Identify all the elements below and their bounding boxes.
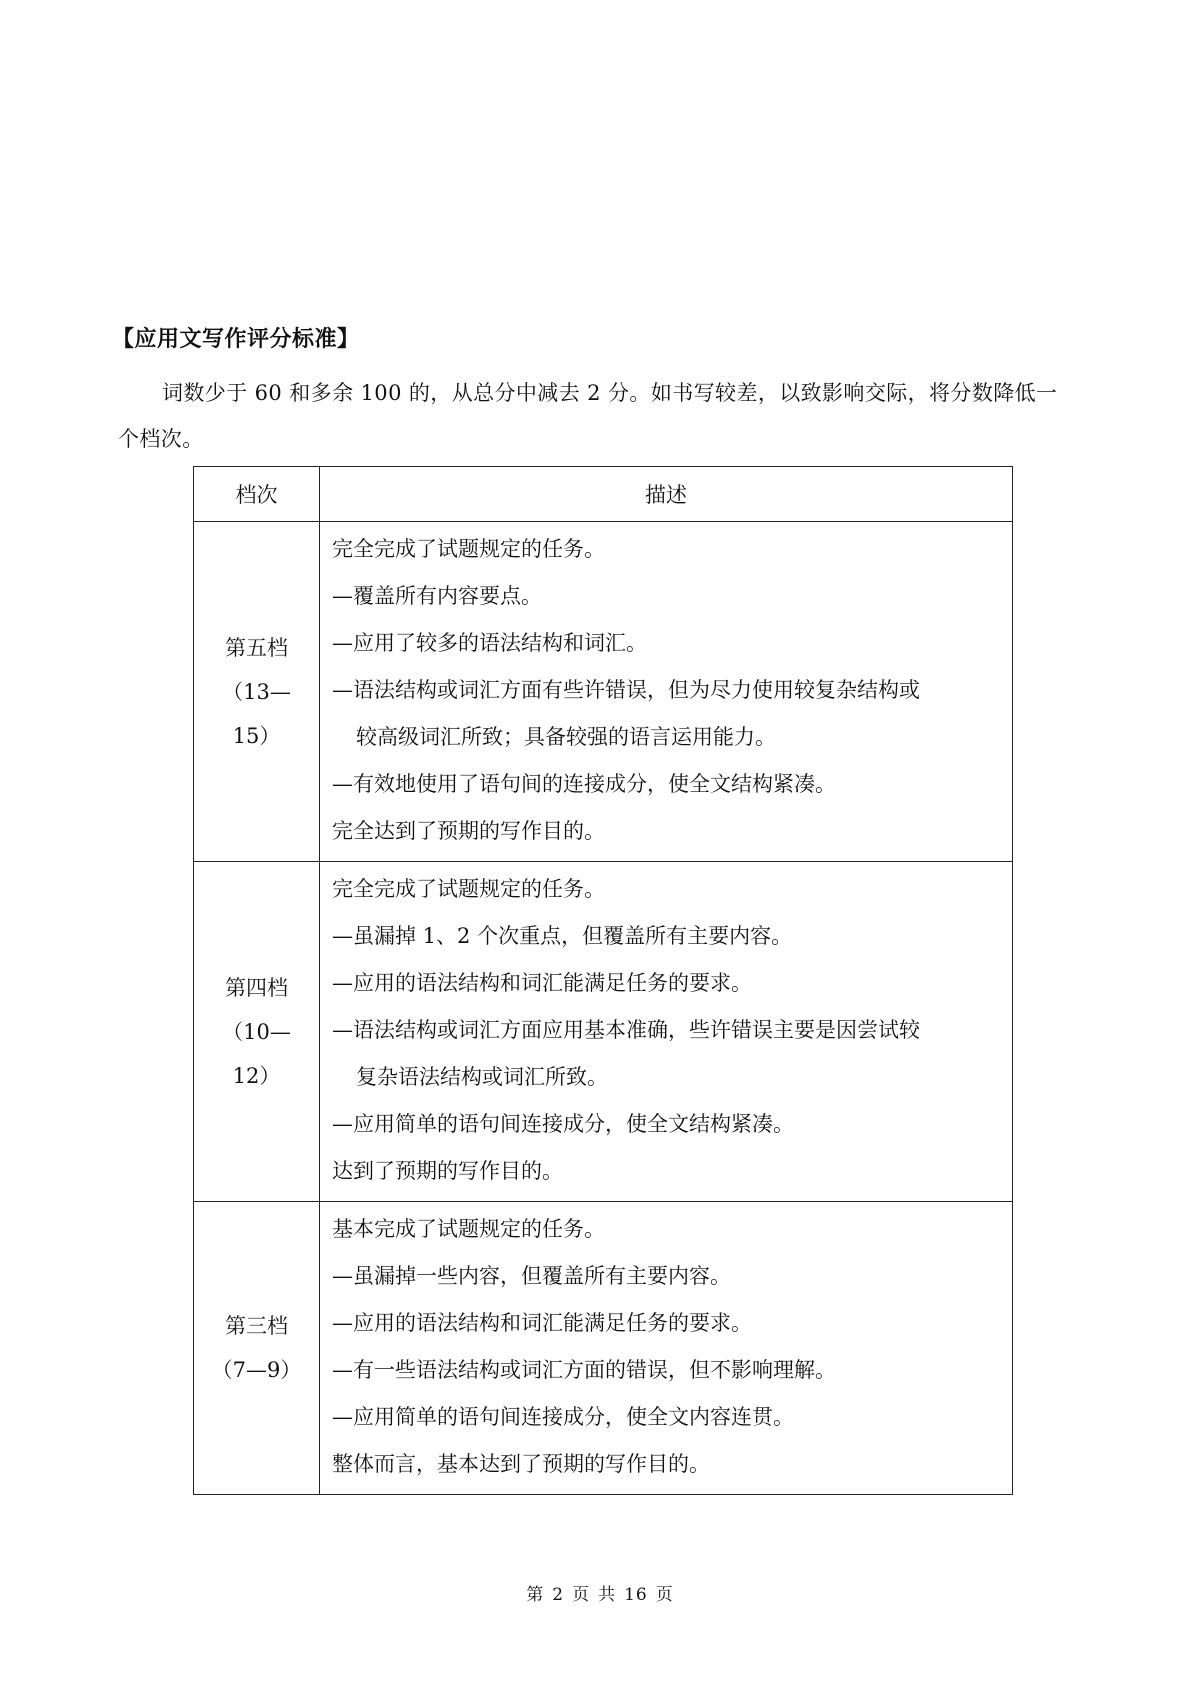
description-line: —应用简单的语句间连接成分，使全文结构紧凑。 [332,1112,794,1136]
description-line: —语法结构或词汇方面有些许错误，但为尽力使用较复杂结构或 [332,678,920,702]
footer-page-unit-2: 页 [655,1585,674,1605]
description-line: —有一些语法结构或词汇方面的错误，但不影响理解。 [332,1358,836,1382]
footer-page-word: 第 [526,1585,545,1605]
description-line: 整体而言，基本达到了预期的写作目的。 [332,1452,710,1476]
level-name: 第三档 [225,1314,288,1338]
description-line: —语法结构或词汇方面应用基本准确，些许错误主要是因尝试较 [332,1018,920,1042]
description-line: —有效地使用了语句间的连接成分，使全文结构紧凑。 [332,772,836,796]
section-title: 【应用文写作评分标准】 [112,326,360,352]
header-level: 档次 [194,467,320,522]
description-line: —应用简单的语句间连接成分，使全文内容连贯。 [332,1405,794,1429]
level-name: 第五档 [225,635,288,660]
description-line: 较高级词汇所致；具备较强的语言运用能力。 [356,725,776,749]
description-line: 完全完成了试题规定的任务。 [332,877,605,901]
grading-table [193,466,1013,1495]
level-range: （10— [222,1019,291,1044]
description-line: 复杂语法结构或词汇所致。 [356,1065,608,1089]
level-cell [194,522,320,862]
level-cell [194,1202,320,1495]
description-line: 基本完成了试题规定的任务。 [332,1217,605,1241]
description-line: —应用的语法结构和词汇能满足任务的要求。 [332,1311,752,1335]
description-line: —虽漏掉 1、2 个次重点，但覆盖所有主要内容。 [332,924,793,948]
table-row [194,522,1013,862]
level-range: 12） [232,1063,281,1088]
description-cell [320,522,1013,862]
description-line: —应用的语法结构和词汇能满足任务的要求。 [332,971,752,995]
level-range: 15） [232,723,281,748]
footer-page-total: 16 [624,1585,648,1605]
description-cell [320,862,1013,1202]
header-description: 描述 [320,467,1013,522]
description-line: —虽漏掉一些内容，但覆盖所有主要内容。 [332,1264,731,1288]
table-header-row [194,467,1013,522]
description-line: —覆盖所有内容要点。 [332,584,542,608]
description-line: 完全完成了试题规定的任务。 [332,537,605,561]
description-cell [320,1202,1013,1495]
level-name: 第四档 [225,975,288,1000]
level-range: （13— [222,679,291,704]
description-line: 完全达到了预期的写作目的。 [332,819,605,843]
intro-paragraph: 词数少于 60 和多余 100 的，从总分中减去 2 分。如书写较差，以致影响交际，将分数降低一个档次。 [118,381,1058,451]
footer-page-unit: 页 [572,1585,591,1605]
description-line: —应用了较多的语法结构和词汇。 [332,631,647,655]
footer-page-current: 2 [552,1585,565,1605]
footer-total-word: 共 [598,1585,617,1605]
page-footer [0,1580,1200,1605]
level-cell [194,862,320,1202]
table-row [194,862,1013,1202]
level-range: （7—9） [211,1358,302,1382]
description-line: 达到了预期的写作目的。 [332,1159,563,1183]
table-row [194,1202,1013,1495]
